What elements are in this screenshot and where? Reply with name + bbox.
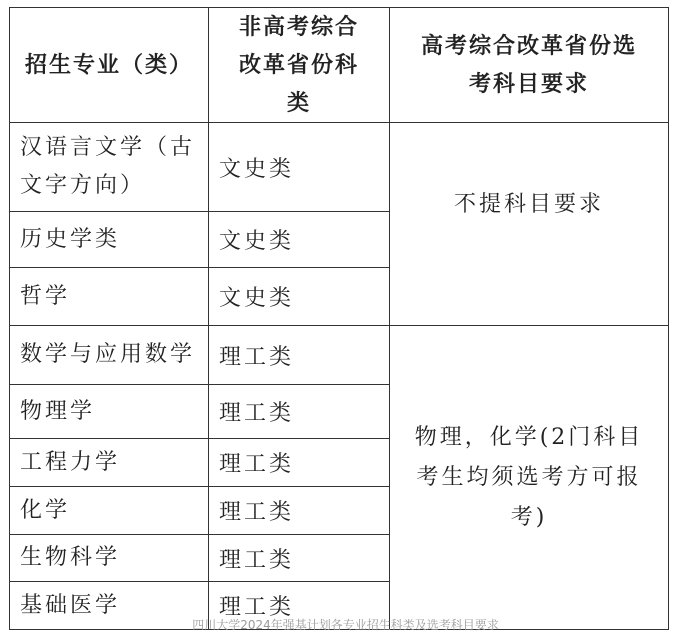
category-cell: 理工类 [209,439,390,487]
category-cell: 文史类 [209,268,390,326]
table-header-row [10,8,669,123]
header-reform-requirement: 高考综合改革省份选考科目要求 [390,8,669,123]
category-cell: 理工类 [209,326,390,385]
major-cell: 生物科学 [10,535,209,582]
category-cell: 理工类 [209,535,390,582]
category-cell: 文史类 [209,123,390,212]
category-cell: 文史类 [209,212,390,268]
major-cell: 汉语言文学（古文字方向） [10,123,209,212]
category-cell: 理工类 [209,582,390,630]
image-caption: 四川大学2024年强基计划各专业招生科类及选考科目要求 [192,618,499,632]
category-cell: 理工类 [209,487,390,535]
major-cell: 历史学类 [10,212,209,268]
table-row [10,123,669,212]
major-cell: 物理学 [10,385,209,439]
header-non-reform-category: 非高考综合改革省份科类 [209,8,390,123]
requirement-humanities: 不提科目要求 [390,123,669,326]
major-cell: 基础医学 [10,582,209,630]
major-cell: 数学与应用数学 [10,326,209,385]
category-cell: 理工类 [209,385,390,439]
requirement-science: 物理，化学(2门科目考生均须选考方可报考) [390,326,669,630]
major-cell: 哲学 [10,268,209,326]
header-major: 招生专业（类） [10,8,209,123]
major-cell: 工程力学 [10,439,209,487]
table-row [10,326,669,385]
major-cell: 化学 [10,487,209,535]
majors-table [9,7,669,630]
